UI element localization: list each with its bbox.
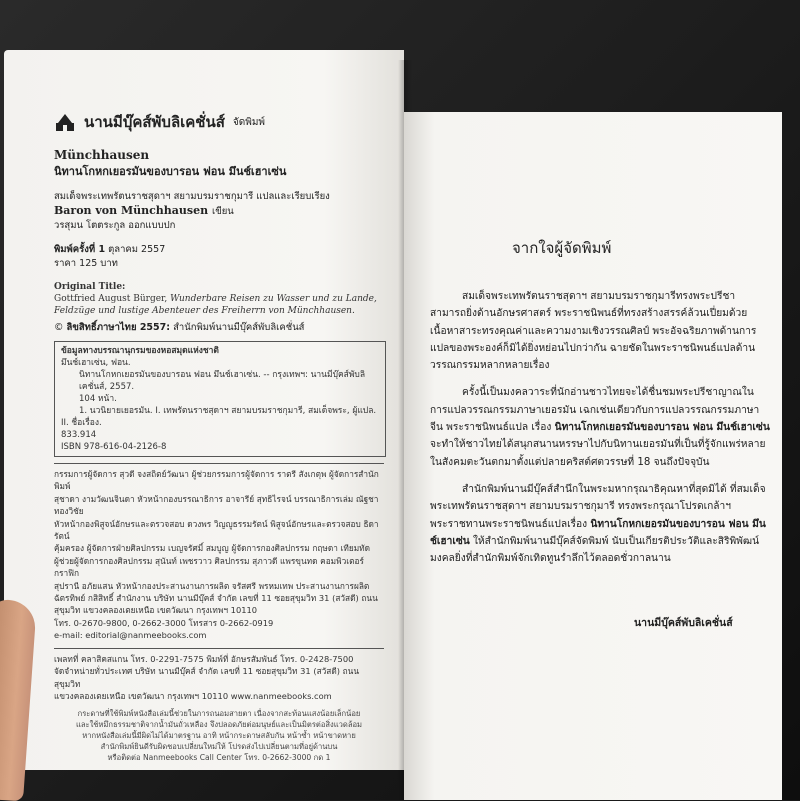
book-title-emphasis: นิทานโกหกเยอรมันของบารอน ฟอน มึนช์เฮาเซ่น [554,422,770,434]
preface-body [430,288,770,577]
author-line [54,204,386,219]
paragraph-text: จะทำให้ชาวไทยได้สนุกสนานหรรษาไปกับนิทานเยอรมันที่เป็นที่รู้จักแพร่หลายในสังคมตะวันตกมาตั้งแต่ปลายคริสต์ศตวรรษที่ 18 จนถึงปัจจุบัน [430,439,766,468]
right-page-preface [404,112,782,800]
copyright-text: สำนักพิมพ์นานมีบุ๊คส์พับลิเคชั่นส์ [173,322,305,333]
cip-title: ข้อมูลทางบรรณานุกรมของหอสมุดแห่งชาติ [61,346,219,356]
price-line: ราคา 125 บาท [54,258,118,269]
staff-line: ฉัตรทิพย์ กสิสิทธิ์ สำนักงาน บริษัท นานมีบุ๊คส์ จำกัด เลขที่ 11 ซอยสุขุมวิท 31 (สวัสดี) ถนน [54,593,378,604]
staff-line: หัวหน้ากองพิสูจน์อักษรและตรวจสอบ ดวงพร วิญญูธรรมรัตน์ พิสูจน์อักษรและตรวจสอบ ธิดารัตน์ [54,518,379,542]
author-name: Baron von Münchhausen [54,204,209,217]
print-credits [54,653,384,703]
staff-line: สุขุมวิท แขวงคลองเตยเหนือ เขตวัฒนา กรุงเทพฯ 10110 [54,605,258,616]
original-title-label: Original Title: [54,282,126,292]
paragraph-text: ให้สำนักพิมพ์นานมีบุ๊คส์จัดพิมพ์ นับเป็นเกียรติประวัติและสิริพิพัฒน์มงคลยิ่งที่สำนักพิมพ์จักเทิดทูนรำลึกไว้ตลอดชั่วกาลนาน [430,535,760,565]
cip-line: มึนช์เฮาเซ่น, ฟอน. [61,358,131,368]
edition-line [54,243,386,257]
staff-line: โทร. 0-2670-9800, 0-2662-3000 โทรสาร 0-2662-0919 [54,617,274,628]
book-title-emphasis: นิทานโกหกเยอรมันของบารอน ฟอน มึนช์เฮาเซ่น [430,518,766,547]
preface-paragraph-3 [430,481,770,567]
staff-line: ผู้ช่วยผู้จัดการกองศิลปกรรม สุนันท์ เพชรวาว ศิลปกรรม สุภาวดี แพรขุนทด คอมพิวเตอร์กราฟิก [54,555,364,579]
cip-line: นิทานโกหกเยอรมันของบารอน ฟอน มึนช์เฮาเซ่น. -- กรุงเทพฯ: นานมีบุ๊คส์พับลิเคชั่นส์, 2557. [79,370,366,392]
original-title [54,281,386,317]
publisher-suffix: จัดพิมพ์ [232,116,266,128]
left-page-imprint [4,50,404,770]
edition-date: ตุลาคม 2557 [108,244,166,255]
print-line: แขวงคลองเตยเหนือ เขตวัฒนา กรุงเทพฯ 10110 www.nanmeebooks.com [54,690,332,701]
divider [54,648,384,649]
fine-line: หากหนังสือเล่มนี้มีผิดไม่ได้มาตรฐาน อาทิ หน้ากระดาษสลับกัน หน้าซ้ำ หน้าขาดหาย [82,731,356,741]
publisher-logo-icon [54,111,76,133]
cip-line: ISBN 978-616-04-2126-8 [61,442,167,452]
paragraph-text: สมเด็จพระเทพรัตนราชสุดาฯ สยามบรมราชกุมารีทรงพระปรีชาสามารถยิ่งด้านอักษรศาสตร์ พระราชนิพนธ์ที่ทรงสร้างสรรค์ล้วนเปี่ยมด้วยเนื้อหาสาระทรงคุณค่าและความงามเชิงวรรณศิลป์ พระอัจฉริยภาพด้านการแปลของพระองค์ก็มิได้ยิ่งหย่อนไปกว่ากัน ฉายชัดในพระราชนิพนธ์แปลด้านวรรณกรรมหลากหลายเรื่อง [430,291,757,372]
designer-line: วรสุมน โตตระกูล ออกแบบปก [54,220,176,231]
staff-line: สุชาดา งามวัฒนจินดา หัวหน้ากองบรรณาธิการ อาจารีย์ สุทธิไรจน์ บรรณาธิการเล่ม ณัฐชา ทองวิชัย [54,493,379,517]
staff-credits [54,468,384,642]
paragraph-text: สำนักพิมพ์นานมีบุ๊คส์สำนึกในพระมหากรุณาธิคุณหาที่สุดมิได้ ที่สมเด็จพระเทพรัตนราชสุดาฯ สยามบรมราชกุมารี ทรงพระกรุณาโปรดเกล้าฯ พระราชทานพระราชนิพนธ์แปลเรื่อง [430,483,766,530]
staff-line: สุปรานี อภัยแสน หัวหน้ากองประสานงานการผลิต จรัสศรี พรหมเทพ ประสานงานการผลิต [54,580,370,591]
cip-line: 833.914 [61,430,97,440]
preface-paragraph-1 [430,288,770,374]
email-line: e-mail: editorial@nanmeebooks.com [54,630,207,641]
original-title-work: Wunderbare Reisen zu Wasser und zu Lande, Feldzüge und lustige Abenteuer des Freiherrn von Münchhausen. [54,294,377,316]
cip-line: 1. นวนิยายเยอรมัน. I. เทพรัตนราชสุดาฯ สยามบรมราชกุมารี, สมเด็จพระ, ผู้แปล. [79,406,377,416]
title-th: นิทานโกหกเยอรมันของบารอน ฟอน มึนช์เฮาเซ่น [54,165,287,178]
fine-line: หรือติดต่อ Nanmeebooks Call Center โทร. 0-2662-3000 กด 1 [107,753,331,763]
original-title-author: Gottfried August Bürger, [54,294,168,304]
fine-line: สำนักพิมพ์ยินดีรับผิดชอบเปลี่ยนใหม่ให้ โปรดส่งไปเปลี่ยนตามที่อยู่ด้านบน [100,742,338,752]
copyright-bold: ลิขสิทธิ์ภาษาไทย 2557: [66,322,171,333]
paragraph-text: ครั้งนี้เป็นมงคลวาระที่นักอ่านชาวไทยจะได้ชื่นชมพระปรีชาญาณในการแปลวรรณกรรมภาษาเยอรมัน เฉกเช่นเดียวกับการแปลวรรณกรรมภาษาจีน พระราชนิพนธ์แปล เรื่อง [430,387,760,434]
staff-line: คุ้มครอง ผู้จัดการฝ่ายศิลปกรรม เบญจรัศมิ์ สมบูญ ผู้จัดการกองศิลปกรรม กฤษดา เทียมทัด [54,543,371,554]
preface-signature: นานมีบุ๊คส์พับลิเคชั่นส์ [634,617,733,629]
cip-data-box [54,341,386,457]
print-line: เพลทที่ คลาสิคสแกน โทร. 0-2291-7575 พิมพ์ที่ อักษรสัมพันธ์ โทร. 0-2428-7500 [54,653,354,664]
publisher-name: นานมีบุ๊คส์พับลิเคชั่นส์ [84,113,225,131]
divider [54,463,384,464]
fine-print [54,708,384,763]
translator-line: สมเด็จพระเทพรัตนราชสุดาฯ สยามบรมราชกุมารี แปลและเรียบเรียง [54,191,330,202]
preface-title: จากใจผู้จัดพิมพ์ [512,239,612,257]
print-line: จัดจำหน่ายทั่วประเทศ บริษัท นานมีบุ๊คส์ จำกัด เลขที่ 11 ซอยสุขุมวิท 31 (สวัสดี) ถนนสุขุมวิท [54,666,359,689]
edition-label: พิมพ์ครั้งที่ 1 [54,244,106,255]
fine-line: กระดาษที่ใช้พิมพ์หนังสือเล่มนี้ช่วยในการถนอมสายตา เนื่องจากสะท้อนแสงน้อยเล็กน้อย [77,709,361,719]
cip-line: II. ชื่อเรื่อง. [61,418,102,428]
staff-line: กรรมการผู้จัดการ สุวดี จงสถิตย์วัฒนา ผู้ช่วยกรรมการผู้จัดการ ราตรี สังเกตุพ ผู้จัดการสำนักพิมพ์ [54,469,379,492]
copyright-line [54,321,386,335]
cip-line: 104 หน้า. [79,394,117,404]
copyright-symbol: © [54,322,64,333]
preface-paragraph-2 [430,384,770,470]
author-suffix: เขียน [211,206,234,217]
fine-line: และใช้หมึกธรรมชาติจากน้ำมันถั่วเหลือง จึงปลอดภัยต่อมนุษย์และเป็นมิตรต่อสิ่งแวดล้อม [75,720,363,730]
publisher-line [54,110,386,134]
title-en: Münchhausen [54,148,150,162]
